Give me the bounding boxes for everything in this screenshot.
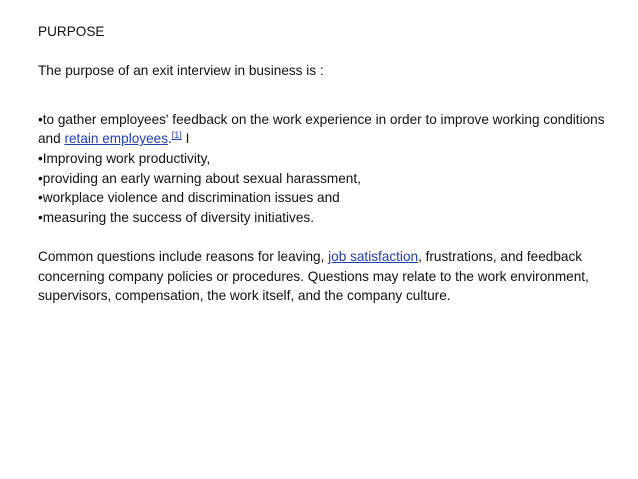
job-satisfaction-link[interactable]: job satisfaction <box>328 248 419 264</box>
closing-text: Common questions include reasons for leaving, <box>38 248 329 264</box>
list-item: •Improving work productivity, <box>38 150 211 166</box>
period: . <box>168 131 172 147</box>
slide-body <box>38 22 608 306</box>
list-item <box>38 110 608 149</box>
spacer <box>38 81 608 110</box>
list-item: •measuring the success of diversity initiatives. <box>38 209 314 225</box>
reference-link[interactable]: [1] <box>171 130 182 141</box>
closing-paragraph <box>38 247 608 306</box>
purpose-list <box>38 110 608 228</box>
spacer <box>38 42 608 62</box>
list-item-tail: I <box>181 131 190 147</box>
list-item: •workplace violence and discrimination issues and <box>38 190 340 206</box>
list-item: •providing an early warning about sexual harassment, <box>38 170 361 186</box>
heading-purpose: PURPOSE <box>38 24 105 39</box>
closing-text: , frustrations, and feedback concerning company policies or procedures. Questions may relate to the work environment, supervisors, compensation, the work itself, and the company culture. <box>38 248 589 304</box>
intro-text: The purpose of an exit interview in business is : <box>38 63 324 79</box>
list-item-text: •to gather employees' feedback on the work experience in order to improve working conditions and <box>38 111 605 147</box>
spacer <box>38 227 608 247</box>
retain-employees-link[interactable]: retain employees <box>64 131 168 147</box>
